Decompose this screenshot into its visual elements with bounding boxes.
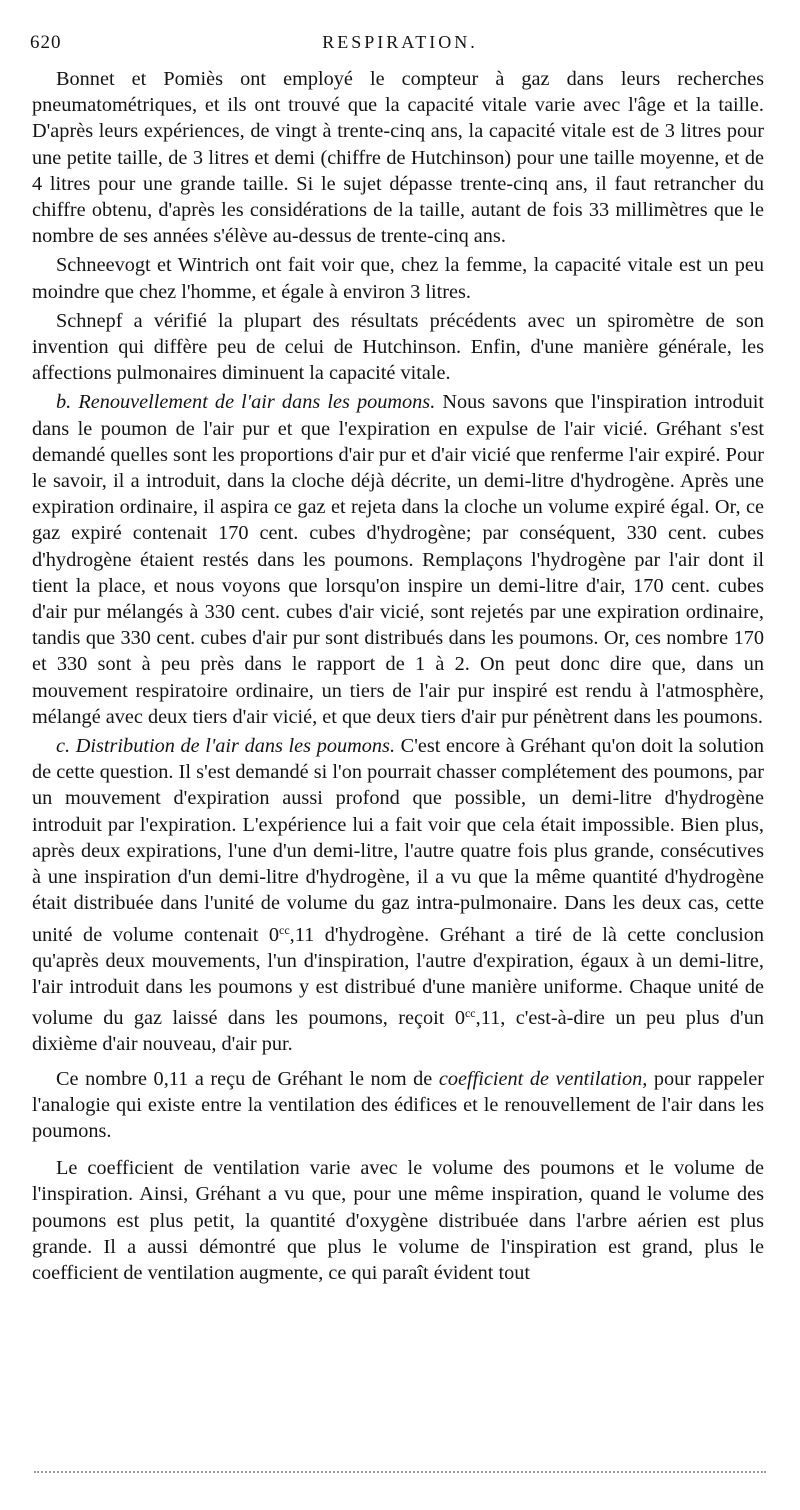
cc-superscript: cc [464, 1006, 476, 1021]
distribution-text-part-3: ,11, c'est-à-dire un peu plus d'un dixième d'air nouveau, d'air pur. [32, 1007, 764, 1056]
page-header [30, 32, 770, 56]
cc-superscript: cc [279, 922, 290, 937]
running-title: RESPIRATION. [322, 32, 478, 52]
section-heading-distribution: c. Distribution de l'air dans les poumons. [56, 735, 396, 758]
body-text [32, 66, 764, 1286]
section-heading-renouvellement: b. Renouvellement de l'air dans les poumons. [56, 391, 436, 414]
coefficient-text-part-1: Ce nombre 0,11 a reçu de Gréhant le nom de [56, 1067, 439, 1090]
paragraph-variation-coefficient: Le coefficient de ventilation varie avec le volume des poumons et le volume de l'inspiration. Ainsi, Gréhant a vu que, pour une même inspiration, quand le volume des poumons est plus petit, la quantité d'oxygène distribuée dans l'arbre aérien est plus grande. Il a aussi démontré que plus le volume de l'inspiration est grand, plus le coefficient de ventilation augmente, ce qui paraît évident tout [32, 1157, 764, 1284]
distribution-text-part-1: C'est encore à Gréhant qu'on doit la solution de cette question. Il s'est demandé si l'on pourrait chasser complétement des poumons, par un mouvement d'expiration aussi profond que possible, un demi-litre d'hydrogène introduit par l'expiration. L'expérience lui a fait voir que cela était impossible. Bien plus, après deux expirations, l'une d'un demi-litre, l'autre quatre fois plus grande, consécutives à une inspiration d'un demi-litre d'hydrogène, il a vu que la même quantité d'hydrogène était distribuée dans l'unité de volume du gaz intra-pulmonaire. Dans les deux cas, cette unité de volume contenait 0 [32, 735, 764, 946]
paragraph-schnepf: Schnepf a vérifié la plupart des résultats précédents avec un spiromètre de son invention qui diffère peu de celui de Hutchinson. Enfin, d'une manière générale, les affections pulmonaires diminuent la capacité vitale. [32, 309, 764, 385]
paragraph-schneevogt-wintrich: Schneevogt et Wintrich ont fait voir que, chez la femme, la capacité vitale est un peu moindre que chez l'homme, et égale à environ 3 litres. [32, 254, 764, 303]
paragraph-coefficient-ventilation [32, 1066, 764, 1145]
footer-divider [34, 1471, 766, 1473]
paragraph-distribution [32, 733, 764, 1057]
coefficient-term: coefficient de ventilation, [438, 1067, 648, 1090]
distribution-text-part-2: ,11 d'hydrogène. Gréhant a tiré de là cette conclusion qu'après deux mouvements, l'un d'inspiration, l'autre d'expiration, égaux à un demi-litre, l'air introduit dans les poumons y est distribué d'une manière uniforme. Chaque unité de volume du gaz laissé dans les poumons, reçoit 0 [32, 923, 764, 1030]
page-number: 620 [30, 32, 62, 53]
paragraph-renouvellement-text: Nous savons que l'inspiration introduit dans le poumon de l'air pur et que l'expiration en expulse de l'air vicié. Gréhant s'est demandé quelles sont les proportions d'air pur et d'air vicié que renferme l'air expiré. Pour le savoir, il a introduit, dans la cloche déjà décrite, un demi-litre d'hydrogène. Après une expiration ordinaire, il aspira ce gaz et rejeta dans la cloche un volume expiré égal. Or, ce gaz expiré contenait 170 cent. cubes d'hydrogène; par conséquent, 330 cent. cubes d'hydrogène étaient restés dans les poumons. Remplaçons l'hydrogène par l'air dont il tient la place, et nous voyons que lorsqu'on inspire un demi-litre d'air, 170 cent. cubes d'air pur mélangés à 330 cent. cubes d'air vicié, sont rejetés par une expiration ordinaire, tandis que 330 cent. cubes d'air pur sont distribués dans les poumons. Or, ces nombre 170 et 330 sont à peu près dans le rapport de 1 à 2. On peut donc dire que, dans un mouvement respiratoire ordinaire, un tiers de l'air pur inspiré est rendu à l'atmosphère, mélangé avec deux tiers d'air vicié, et que deux tiers d'air pur pénètrent dans les poumons. [32, 391, 764, 728]
paragraph-capacite-vitale: Bonnet et Pomiès ont employé le compteur à gaz dans leurs recherches pneumatométriques, et ils ont trouvé que la capacité vitale varie avec l'âge et la taille. D'après leurs expériences, de vingt à trente-cinq ans, la capacité vitale est de 3 litres pour une petite taille, de 3 litres et demi (chiffre de Hutchinson) pour une taille moyenne, et de 4 litres pour une grande taille. Si le sujet dépasse trente-cinq ans, il faut retrancher du chiffre obtenu, d'après les considérations de la taille, autant de fois 33 millimètres que le nombre de ses années s'élève au-dessus de trente-cinq ans. [32, 68, 764, 248]
coefficient-text-part-2: pour rappeler l'analogie qui existe entre la ventilation des édifices et le renouvellement de l'air dans les poumons. [32, 1067, 764, 1142]
paragraph-renouvellement [32, 389, 764, 730]
